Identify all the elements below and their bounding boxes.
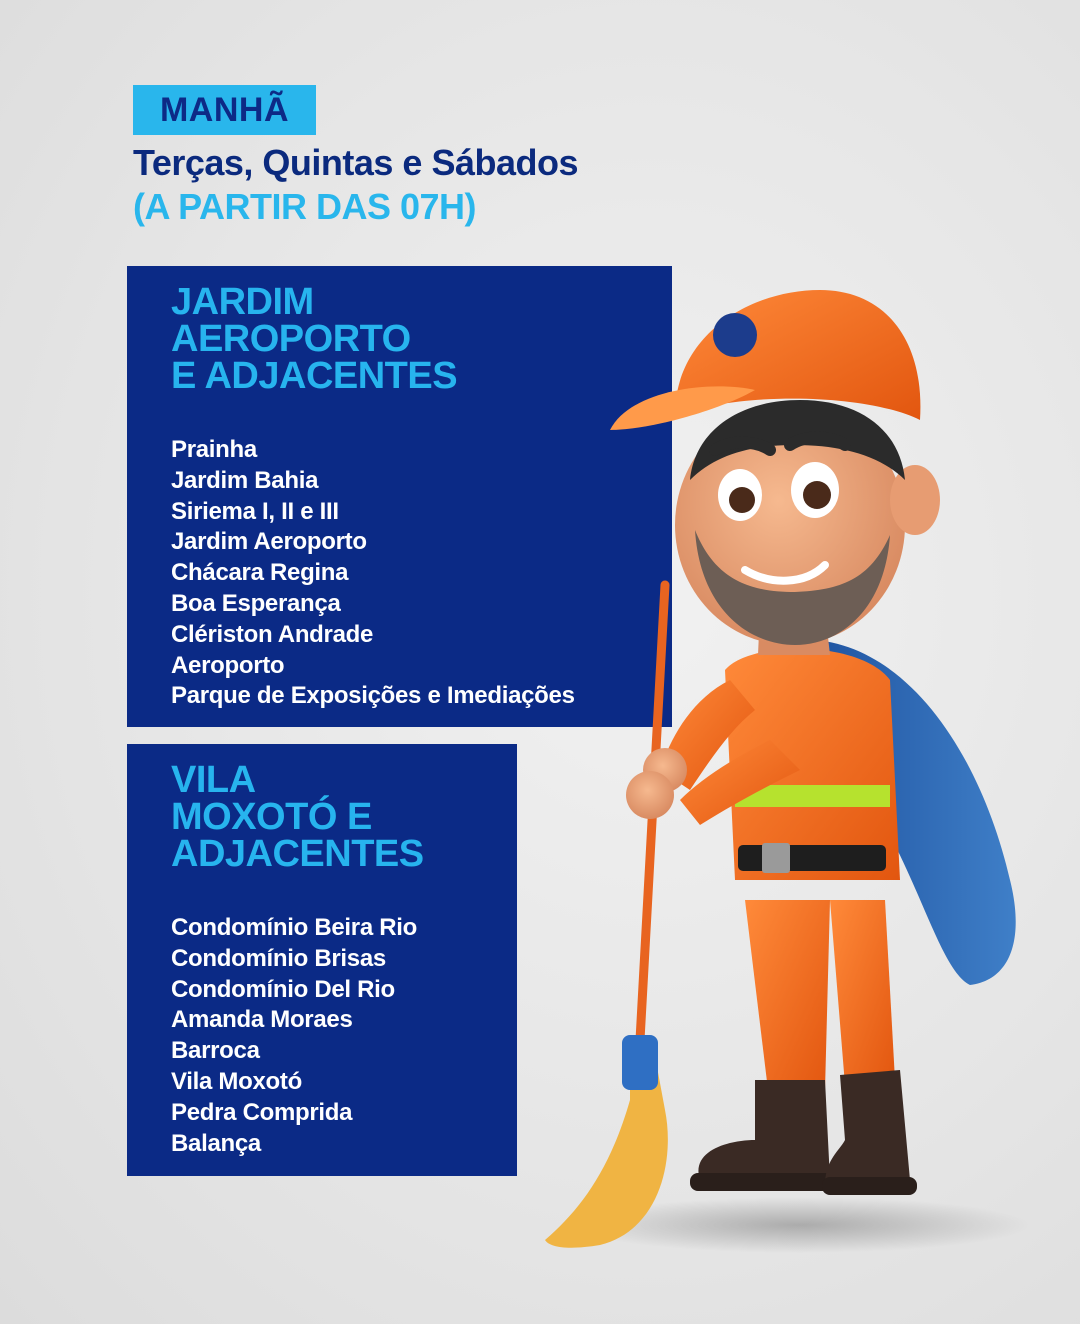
cap-emblem-icon xyxy=(713,313,757,357)
region-panel-vila-moxoto xyxy=(127,744,517,1176)
list-item: Aeroporto xyxy=(171,651,285,679)
left-pupil xyxy=(729,487,755,513)
list-item: Balança xyxy=(171,1129,261,1157)
broom-band xyxy=(622,1035,658,1090)
list-item: Jardim Aeroporto xyxy=(171,528,367,556)
belt xyxy=(738,845,886,871)
list-item: Condomínio Del Rio xyxy=(171,975,395,1003)
list-item: Clériston Andrade xyxy=(171,620,374,648)
list-item: Barroca xyxy=(171,1037,260,1065)
right-leg xyxy=(830,900,895,1085)
collection-time: (A PARTIR DAS 07H) xyxy=(133,186,477,227)
collection-days: Terças, Quintas e Sábados xyxy=(133,142,579,183)
list-item: Condomínio Brisas xyxy=(171,944,386,972)
right-boot-sole xyxy=(822,1177,917,1195)
region-title: JARDIM AEROPORTO E ADJACENTES xyxy=(171,281,458,397)
list-item: Chácara Regina xyxy=(171,559,349,587)
list-item: Vila Moxotó xyxy=(171,1067,302,1095)
list-item: Boa Esperança xyxy=(171,589,341,617)
period-tag xyxy=(133,85,316,135)
list-item: Prainha xyxy=(171,436,257,463)
belt-buckle xyxy=(762,843,790,873)
list-item: Parque de Exposições e Imediações xyxy=(171,682,575,710)
lower-hand xyxy=(626,771,674,819)
list-item: Jardim Bahia xyxy=(171,466,319,494)
list-item: Amanda Moraes xyxy=(171,1006,353,1034)
list-item: Siriema I, II e III xyxy=(171,497,339,525)
list-item: Pedra Comprida xyxy=(171,1098,353,1126)
period-label: MANHÃ xyxy=(159,90,290,129)
left-boot-sole xyxy=(690,1173,835,1191)
ear xyxy=(890,465,940,535)
right-boot xyxy=(825,1070,910,1185)
region-title: VILA MOXOTÓ E ADJACENTES xyxy=(171,759,424,875)
list-item: Condomínio Beira Rio xyxy=(171,914,418,941)
left-boot xyxy=(698,1080,830,1180)
neighborhood-list xyxy=(171,913,517,1159)
left-leg xyxy=(745,900,830,1090)
street-sweeper-mascot xyxy=(540,280,1060,1280)
right-pupil xyxy=(803,481,831,509)
